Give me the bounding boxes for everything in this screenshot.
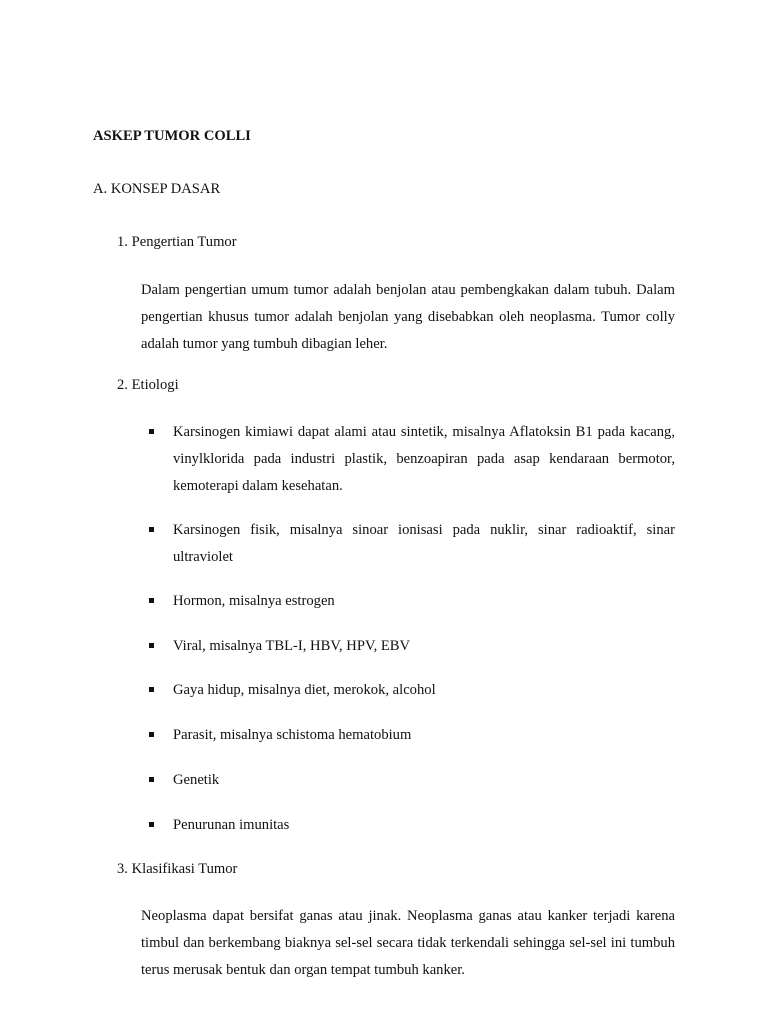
list-item: Viral, misalnya TBL-I, HBV, HPV, EBV — [149, 633, 675, 660]
document-title: ASKEP TUMOR COLLI — [93, 128, 251, 144]
paragraph-pengertian: Dalam pengertian umum tumor adalah benjolan atau pembengkakan dalam tubuh. Dalam pengertian khusus tumor adalah benjolan yang disebabkan oleh neoplasma. Tumor colly adalah tumor yang tumbuh dibagian leher. — [141, 282, 675, 352]
bullet-square-icon — [149, 822, 154, 827]
bullet-square-icon — [149, 527, 154, 532]
bullet-square-icon — [149, 429, 154, 434]
section-heading-a: A. KONSEP DASAR — [93, 181, 221, 197]
list-item: Gaya hidup, misalnya diet, merokok, alcohol — [149, 677, 675, 704]
list-item: Karsinogen kimiawi dapat alami atau sintetik, misalnya Aflatoksin B1 pada kacang, vinylklorida pada industri plastik, benzoapiran pada asap kendaraan bermotor, kemoterapi dalam kesehatan. — [149, 419, 675, 500]
bullet-square-icon — [149, 732, 154, 737]
list-item: Parasit, misalnya schistoma hematobium — [149, 722, 675, 749]
list-item: Genetik — [149, 767, 675, 794]
list-item: Karsinogen fisik, misalnya sinoar ionisasi pada nuklir, sinar radioaktif, sinar ultraviolet — [149, 517, 675, 571]
subheading-klasifikasi: 3. Klasifikasi Tumor — [117, 861, 238, 877]
bullet-square-icon — [149, 598, 154, 603]
paragraph-klasifikasi: Neoplasma dapat bersifat ganas atau jinak. Neoplasma ganas atau kanker terjadi karena timbul dan berkembang biaknya sel-sel secara tidak terkendali sehingga sel-sel ini tumbuh terus merusak bentuk dan organ tempat tumbuh kanker. — [141, 908, 675, 978]
bullet-square-icon — [149, 777, 154, 782]
list-item: Hormon, misalnya estrogen — [149, 588, 675, 615]
list-item: Penurunan imunitas — [149, 812, 675, 839]
subheading-etiologi: 2. Etiologi — [117, 377, 179, 393]
bullet-square-icon — [149, 687, 154, 692]
subheading-pengertian: 1. Pengertian Tumor — [117, 234, 237, 250]
bullet-square-icon — [149, 643, 154, 648]
